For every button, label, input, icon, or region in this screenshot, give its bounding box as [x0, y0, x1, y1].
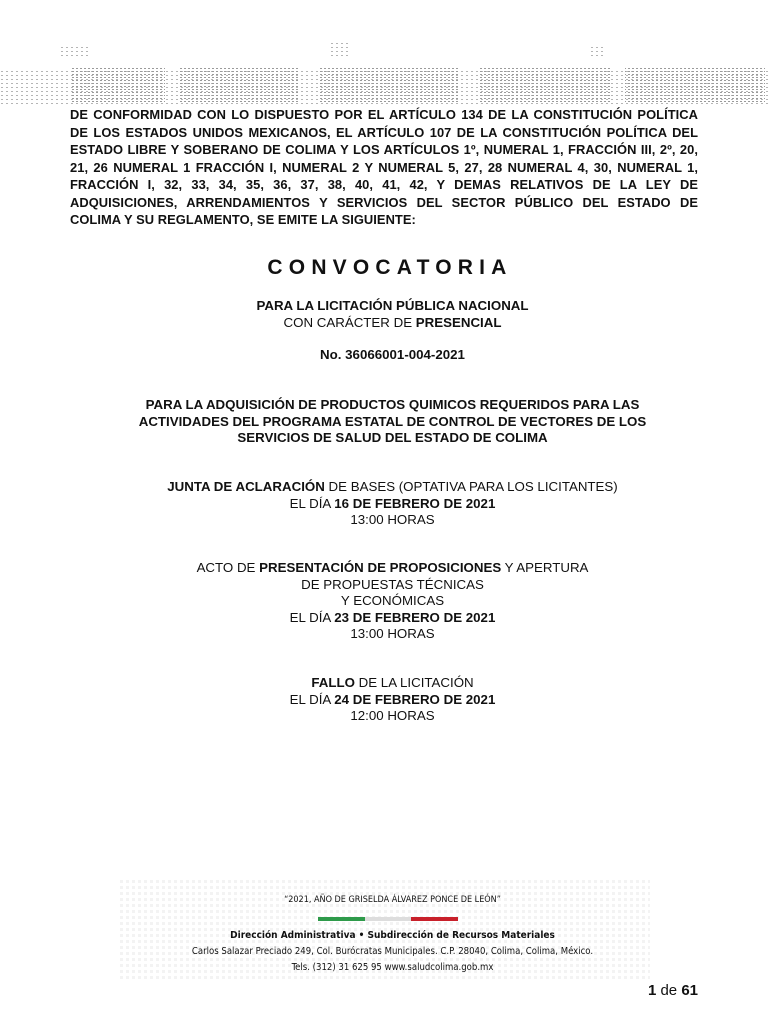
acto-heading — [0, 560, 770, 577]
fallo-date — [0, 692, 770, 709]
licitacion-character-value: PRESENCIAL — [415, 314, 502, 330]
licitacion-number: No. 36066001-004-2021 — [320, 347, 465, 362]
purpose-line-3: SERVICIOS DE SALUD DEL ESTADO DE COLIMA — [237, 430, 548, 445]
acto-date — [0, 610, 770, 627]
footer-bar-gray — [365, 917, 412, 921]
header-dotted-pattern — [0, 38, 770, 110]
acto-line-2: DE PROPUESTAS TÉCNICAS — [301, 576, 484, 592]
licitacion-character — [0, 315, 770, 332]
page-number — [648, 982, 698, 999]
junta-heading-bold: JUNTA DE ACLARACIÓN — [167, 479, 325, 494]
fallo-heading-rest: DE LA LICITACIÓN — [354, 675, 474, 690]
footer-contact: Tels. (312) 31 625 95 www.saludcolima.gob.mx — [291, 962, 494, 973]
acto-heading-bold: PRESENTACIÓN DE PROPOSICIONES — [259, 560, 502, 575]
junta-date-prefix: EL DÍA — [289, 495, 335, 511]
fallo-time: 12:00 HORAS — [350, 708, 435, 723]
acto-heading-prefix: ACTO DE — [196, 560, 260, 575]
junta-time: 13:00 HORAS — [350, 512, 435, 527]
acto-heading-rest: Y APERTURA — [501, 560, 589, 575]
footer-address: Carlos Salazar Preciado 249, Col. Burócratas Municipales. C.P. 28040, Colima, Colima, México. — [191, 946, 594, 957]
document-title: CONVOCATORIA — [267, 256, 513, 279]
page-total: 61 — [681, 982, 698, 999]
acto-date-value: 23 DE FEBRERO DE 2021 — [334, 609, 496, 625]
footer-color-bars — [318, 917, 458, 921]
page-of: de — [656, 982, 682, 999]
acto-date-prefix: EL DÍA — [289, 609, 335, 625]
footer-department: Dirección Administrativa • Subdirección de Recursos Materiales — [230, 930, 555, 941]
acto-line-3: Y ECONÓMICAS — [340, 593, 445, 608]
footer-motto: “2021, AÑO DE GRISELDA ÁLVAREZ PONCE DE LEÓN” — [284, 895, 501, 905]
legal-basis-paragraph: DE CONFORMIDAD CON LO DISPUESTO POR EL ARTÍCULO 134 DE LA CONSTITUCIÓN POLÍTICA DE LOS ESTADOS UNIDOS MEXICANOS, EL ARTÍCULO 107 DE LA CONSTITUCIÓN POLÍTICA DEL ESTADO LIBRE Y SOBERANO DE COLIMA Y LOS ARTÍCULOS 1º, NUMERAL 1, FRACCIÓN III, 2º, 20, 21, 26 NUMERAL 1 FRACCIÓN I, NUMERAL 2 Y NUMERAL 5, 27, 28 NUMERAL 4, 30, NUMERAL 1, FRACCIÓN I, 32, 33, 34, 35, 36, 37, 38, 40, 41, 42, Y DEMAS RELATIVOS DE LA LEY DE ADQUISICIONES, ARRENDAMIENTOS Y SERVICIOS DEL SECTOR PÚBLICO DEL ESTADO DE COLIMA Y SU REGLAMENTO, SE EMITE LA SIGUIENTE: — [70, 107, 698, 227]
fallo-heading — [0, 675, 770, 692]
fallo-section — [0, 675, 770, 725]
purpose-section — [0, 397, 770, 447]
page-current: 1 — [647, 982, 657, 999]
footer-bar-red — [411, 917, 458, 921]
fallo-date-value: 24 DE FEBRERO DE 2021 — [334, 691, 496, 707]
licitacion-character-prefix: CON CARÁCTER DE — [283, 314, 416, 330]
purpose-line-1: PARA LA ADQUISICIÓN DE PRODUCTOS QUIMICOS REQUERIDOS PARA LAS — [145, 397, 640, 412]
acto-section — [0, 560, 770, 643]
licitacion-section — [0, 298, 770, 364]
header-logo-band — [0, 38, 770, 110]
junta-date — [0, 496, 770, 513]
footer-bar-green — [318, 917, 365, 921]
purpose-line-2: ACTIVIDADES DEL PROGRAMA ESTATAL DE CONTROL DE VECTORES DE LOS — [138, 413, 647, 429]
fallo-date-prefix: EL DÍA — [289, 691, 335, 707]
junta-section — [0, 479, 770, 529]
licitacion-type: PARA LA LICITACIÓN PÚBLICA NACIONAL — [256, 298, 529, 313]
junta-date-value: 16 DE FEBRERO DE 2021 — [334, 495, 496, 511]
junta-heading-rest: DE BASES (OPTATIVA PARA LOS LICITANTES) — [324, 479, 618, 494]
fallo-heading-bold: FALLO — [311, 675, 355, 690]
junta-heading — [0, 479, 770, 496]
acto-time: 13:00 HORAS — [350, 626, 435, 641]
